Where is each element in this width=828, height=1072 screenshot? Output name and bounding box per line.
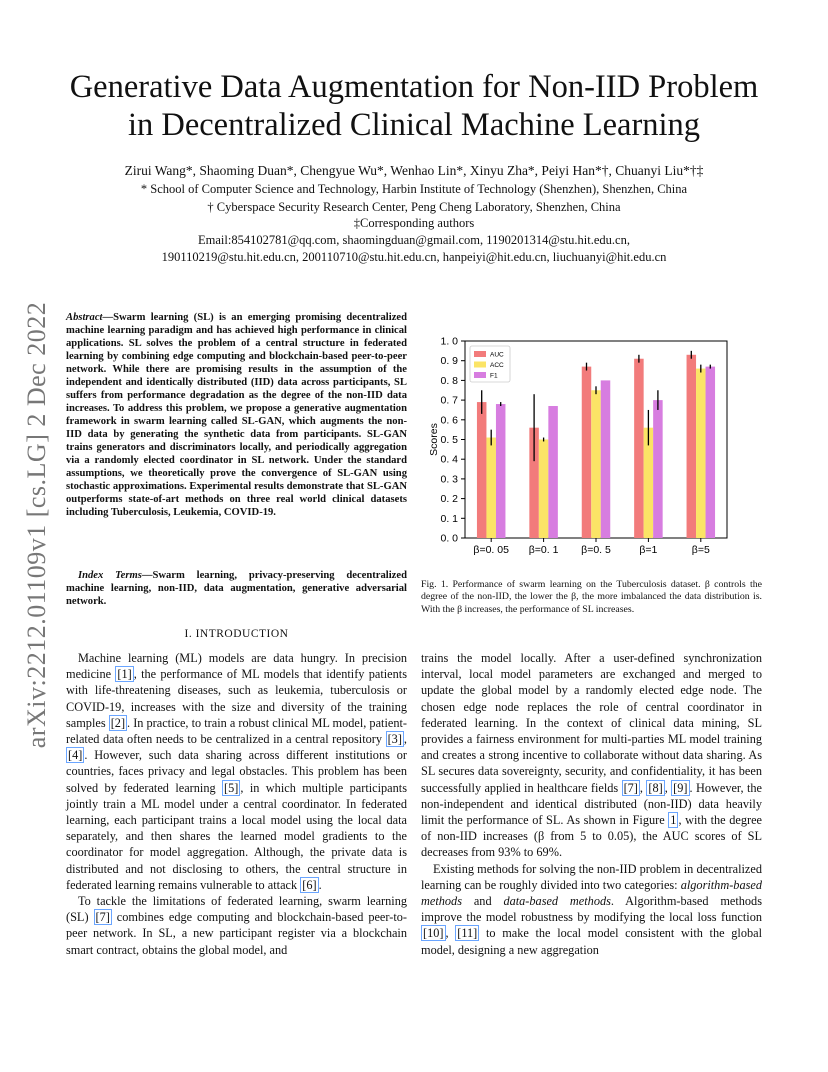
- y-tick-label: 0. 5: [440, 434, 458, 446]
- index-terms-text: —Swarm learning, privacy-preserving decentralized machine learning, non-IID, data augmentation, generative adversarial network.: [66, 570, 407, 607]
- intro-paragraph-2: To tackle the limitations of federated learning, swarm learning (SL) [7] combines edge computing and blockchain-based peer-to-peer network. In SL, a new participant register via a blockchain smart contract, obtains the global model, and: [66, 894, 407, 957]
- citation-link[interactable]: [2]: [110, 715, 126, 730]
- legend-label: AUC: [490, 351, 504, 359]
- bar-chart: [425, 330, 760, 565]
- y-tick-label: 0. 8: [440, 374, 458, 387]
- index-terms: [66, 569, 407, 608]
- intro-left-column: [66, 650, 407, 958]
- x-tick-label: β=5: [691, 544, 710, 556]
- section-heading-introduction: I. INTRODUCTION: [184, 628, 289, 640]
- bar-acc: [486, 438, 496, 538]
- figure-caption: Fig. 1. Performance of swarm learning on the Tuberculosis dataset. β controls the degree of the non-IID, the lower the β, the more imbalanced the data distribution is. With the β increases, the performance of SL increases.: [421, 579, 762, 615]
- legend-swatch-acc: [474, 362, 486, 368]
- bar-f1: [496, 404, 506, 538]
- y-tick-label: 0. 2: [440, 493, 458, 506]
- bar-f1: [548, 406, 558, 538]
- bar-acc: [696, 369, 706, 538]
- citation-link[interactable]: [5]: [224, 780, 239, 795]
- affiliation-1: * School of Computer Science and Technology, Harbin Institute of Technology (Shenzhen), Shenzhen, China: [140, 182, 688, 196]
- x-tick-label: β=0. 05: [473, 544, 509, 556]
- citation-link[interactable]: [6]: [302, 877, 317, 892]
- affiliation-2: † Cyberspace Security Research Center, Peng Cheng Laboratory, Shenzhen, China: [207, 200, 621, 214]
- arxiv-identifier: arXiv:2212.01109v1 [cs.LG] 2 Dec 2022: [22, 301, 51, 749]
- abstract-text: —Swarm learning (SL) is an emerging promising decentralized machine learning paradigm and has achieved high performance in clinical applications. SL solves the problem of a central structure in federated learning by combining edge computing and blockchain-based peer-to-peer network. While there are promising results in the assumption of the independent and identically distributed (IID) data across participants, SL suffers from performance degradation as the degree of the non-IID data increases. To address this problem, we propose a generative augmentation framework in swarm learning called SL-GAN, which augments the non-IID data by generating the synthetic data from participants. SL-GAN trains generators and discriminators locally, and periodically aggregation via a randomly elected coordinator in SL network. Under the standard assumptions, we theoretically prove the convergence of SL-GAN using stochastic approximations. Experimental results demonstrate that SL-GAN outperforms state-of-art methods on three real world clinical datasets including Tuberculosis, Leukemia, COVID-19.: [66, 312, 407, 518]
- bar-auc: [634, 359, 644, 538]
- citation-link[interactable]: [11]: [457, 926, 478, 941]
- bar-f1: [601, 380, 611, 538]
- author-list: Zirui Wang*, Shaoming Duan*, Chengyue Wu*, Wenhao Lin*, Xinyu Zha*, Peiyi Han*†, Chuanyi Liu*†‡: [124, 163, 704, 178]
- title-line-2: in Decentralized Clinical Machine Learning: [127, 107, 701, 143]
- citation-link[interactable]: [4]: [68, 748, 83, 763]
- citation-link[interactable]: [8]: [648, 780, 663, 795]
- citation-link[interactable]: [7]: [95, 910, 110, 925]
- affiliation-3: ‡Corresponding authors: [353, 216, 475, 230]
- y-tick-label: 0. 7: [440, 394, 458, 407]
- y-tick-label: 0. 4: [440, 453, 458, 466]
- abstract: [66, 311, 407, 519]
- x-tick-label: β=0. 1: [528, 544, 559, 556]
- figure-1: [425, 330, 760, 565]
- legend-swatch-auc: [474, 351, 486, 357]
- y-tick-label: 0. 3: [440, 473, 458, 486]
- legend-label: F1: [490, 372, 498, 380]
- x-tick-label: β=0. 5: [581, 544, 611, 556]
- x-tick-label: β=1: [639, 544, 658, 556]
- y-axis-label: Scores: [428, 423, 440, 456]
- citation-link[interactable]: [1]: [117, 667, 132, 682]
- title-line-1: Generative Data Augmentation for Non-IID Problem: [69, 69, 759, 105]
- y-tick-label: 0. 9: [440, 355, 458, 368]
- citation-link[interactable]: [9]: [673, 780, 688, 795]
- y-tick-label: 0. 0: [440, 532, 458, 545]
- y-tick-label: 0. 6: [440, 414, 458, 427]
- y-tick-label: 0. 1: [440, 512, 458, 525]
- bar-f1: [653, 400, 663, 538]
- email-line-2: 190110219@stu.hit.edu.cn, 200110710@stu.hit.edu.cn, hanpeiyi@hit.edu.cn, liuchuanyi@hit.edu.cn: [161, 250, 667, 264]
- arxiv-sidebar: [19, 290, 55, 760]
- bar-auc: [582, 367, 592, 538]
- paper-title: [40, 68, 788, 144]
- citation-link[interactable]: [3]: [387, 732, 402, 747]
- bar-acc: [591, 390, 601, 538]
- citation-link[interactable]: [7]: [623, 780, 638, 795]
- bar-acc: [539, 440, 549, 539]
- intro-right-column: [421, 650, 762, 958]
- citation-link[interactable]: [10]: [423, 926, 444, 941]
- intro-paragraph-4: Existing methods for solving the non-IID problem in decentralized learning can be roughly divided into two categories: algorithm-based methods and data-based methods. Algorithm-based methods improve the model robustness by modifying the local loss function [10] , [11] to make the local model consistent with the global model, designing a new aggregation: [421, 861, 762, 957]
- intro-paragraph-1: Machine learning (ML) models are data hungry. In precision medicine [1] , the performance of ML models that identify patients with life-threatening diseases, such as leukemia, tuberculosis or COVID-19, increases with the size and diversity of the training samples [2] . In practice, to train a robust clinical ML model, patient-related data often needs to be centralized in a central repository [3] , [4] . However, such data sharing across different institutions or countries, faces privacy and legal obstacles. This problem has been solved by federated learning [5] , in which multiple participants jointly train a ML model under a central coordinator. In federated learning, each participant trains a local model using the local data separately, and then shares the learned model gradients to the coordinator for model aggregation. Although, the private data is distributed and not disclosing to others, the central structure in federated learning remains vulnerable to attack [6] .: [66, 651, 407, 892]
- bar-auc: [477, 402, 487, 538]
- y-tick-label: 1. 0: [440, 335, 458, 348]
- email-line-1: Email:854102781@qq.com, shaomingduan@gmail.com, 1190201314@stu.hit.edu.cn,: [198, 233, 630, 247]
- legend-swatch-f1: [474, 372, 486, 378]
- index-terms-label: Index Terms: [78, 570, 142, 581]
- bar-f1: [706, 367, 716, 538]
- legend-label: ACC: [490, 362, 504, 369]
- figure-link[interactable]: 1: [670, 813, 677, 828]
- abstract-label: Abstract: [66, 312, 103, 323]
- intro-paragraph-3: trains the model locally. After a user-defined synchronization interval, local model parameters are exchanged and merged to update the global model by a randomly elected edge node. The chosen edge node replaces the role of central coordinator in federated learning. In the context of clinical data mining, SL provides a fairness environment for multi-parties ML model training and creates a strong incentive to collaborate without data sharing. As SL secures data sovereignty, security, and confidentiality, it has been successfully applied in healthcare fields [7] , [8] , [9] . However, the non-independent and identical distributed (non-IID) data heavily limit the performance of SL. As shown in Figure 1 , with the degree of non-IID increases (β from 5 to 0.05), the AUC scores of SL decreases from 93% to 69%.: [421, 651, 762, 860]
- bar-auc: [687, 355, 697, 538]
